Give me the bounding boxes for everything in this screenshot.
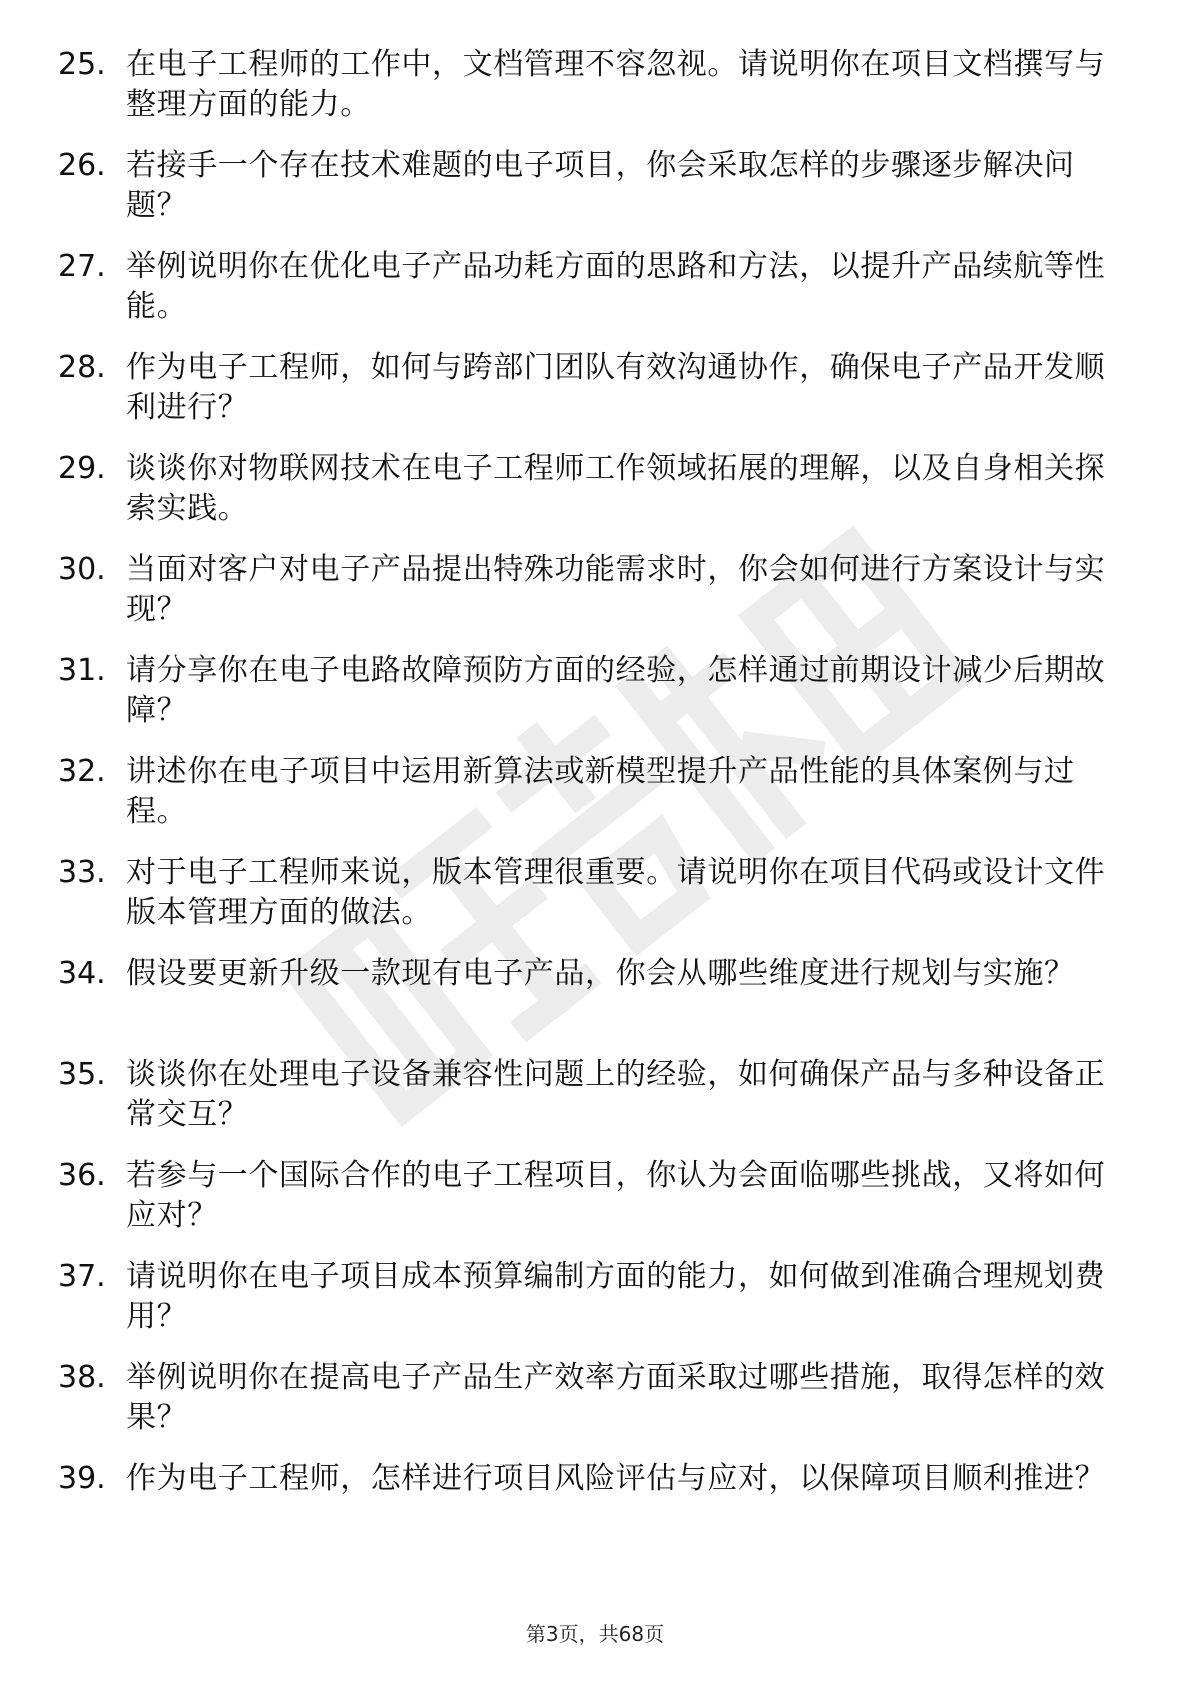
page-number-footer: 第3页，共68页	[525, 1622, 665, 1646]
question-text: 举例说明你在优化电子产品功耗方面的思路和方法，以提升产品续航等性能。	[126, 249, 1106, 324]
question-text: 谈谈你在处理电子设备兼容性问题上的经验，如何确保产品与多种设备正常交互？	[126, 1057, 1106, 1132]
question-item	[58, 1055, 1128, 1156]
question-item	[58, 146, 1128, 247]
question-text: 作为电子工程师，如何与跨部门团队有效沟通协作，确保电子产品开发顺利进行？	[126, 350, 1106, 425]
question-number: 34.	[58, 956, 106, 991]
question-number: 39.	[58, 1461, 106, 1496]
question-number: 27.	[58, 249, 106, 284]
question-number: 33.	[58, 855, 106, 890]
question-text: 假设要更新升级一款现有电子产品，你会从哪些维度进行规划与实施？	[126, 956, 1075, 991]
question-text: 讲述你在电子项目中运用新算法或新模型提升产品性能的具体案例与过程。	[126, 754, 1075, 829]
question-item	[58, 247, 1128, 348]
question-text: 若参与一个国际合作的电子工程项目，你认为会面临哪些挑战，又将如何应对？	[126, 1158, 1106, 1233]
question-number: 25.	[58, 47, 106, 82]
question-text: 请分享你在电子电路故障预防方面的经验，怎样通过前期设计减少后期故障？	[126, 653, 1106, 728]
question-number: 32.	[58, 754, 106, 789]
question-item	[58, 1459, 1128, 1560]
question-text: 作为电子工程师，怎样进行项目风险评估与应对，以保障项目顺利推进？	[126, 1461, 1106, 1496]
question-text: 当面对客户对电子产品提出特殊功能需求时，你会如何进行方案设计与实现？	[126, 552, 1106, 627]
question-number: 30.	[58, 552, 106, 587]
question-item	[58, 1358, 1128, 1459]
question-item	[58, 651, 1128, 752]
question-text: 若接手一个存在技术难题的电子项目，你会采取怎样的步骤逐步解决问题？	[126, 148, 1075, 223]
question-item	[58, 954, 1128, 1055]
question-number: 28.	[58, 350, 106, 385]
question-list	[58, 45, 1128, 1560]
question-item	[58, 853, 1128, 954]
question-item	[58, 550, 1128, 651]
question-text: 请说明你在电子项目成本预算编制方面的能力，如何做到准确合理规划费用？	[126, 1259, 1106, 1334]
question-number: 38.	[58, 1360, 106, 1395]
question-item	[58, 752, 1128, 853]
question-number: 31.	[58, 653, 106, 688]
question-item	[58, 449, 1128, 550]
question-text: 举例说明你在提高电子产品生产效率方面采取过哪些措施，取得怎样的效果？	[126, 1360, 1106, 1435]
question-item	[58, 348, 1128, 449]
question-number: 36.	[58, 1158, 106, 1193]
question-item	[58, 45, 1128, 146]
question-item	[58, 1257, 1128, 1358]
question-text: 对于电子工程师来说，版本管理很重要。请说明你在项目代码或设计文件版本管理方面的做法。	[126, 855, 1106, 930]
question-text: 在电子工程师的工作中，文档管理不容忽视。请说明你在项目文档撰写与整理方面的能力。	[126, 47, 1106, 122]
question-text: 谈谈你对物联网技术在电子工程师工作领域拓展的理解，以及自身相关探索实践。	[126, 451, 1106, 526]
question-number: 35.	[58, 1057, 106, 1092]
question-item	[58, 1156, 1128, 1257]
question-number: 37.	[58, 1259, 106, 1294]
question-number: 26.	[58, 148, 106, 183]
question-number: 29.	[58, 451, 106, 486]
